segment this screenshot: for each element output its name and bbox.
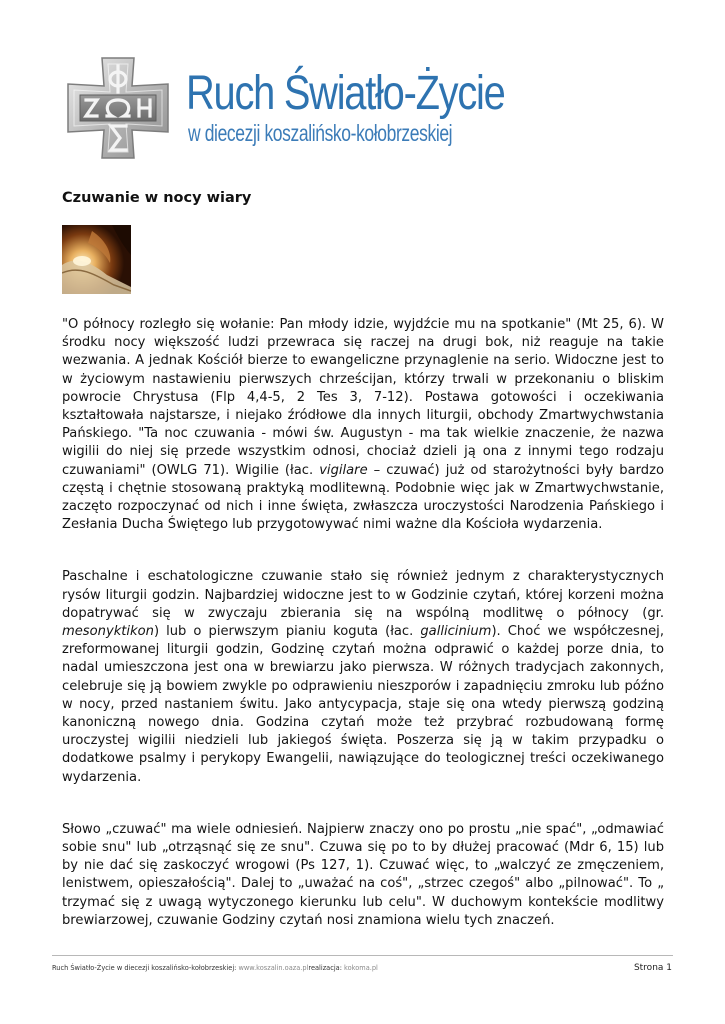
footer-realization-link[interactable]: kokoma.pl [344,964,378,972]
site-subtitle: w diecezji koszalińsko-kołobrzeskiej [188,120,453,146]
paragraph [62,821,664,930]
paragraph [62,316,664,534]
italic-term: vigilare [319,462,368,478]
footer-realization-label: realizacja: [308,964,342,972]
italic-term: mesonyktikon [62,624,154,640]
text-run: "O północy rozległo się wołanie: Pan młody idzie, wyjdźcie mu na spotkanie" (Mt 25, 6). W środku nocy większość ludzi przewraca się raczej na drugi bok, niż reaguje na takie wezwania. A jednak Kościół bierze to ewangeliczne przynaglenie na serio. Widoczne jest to w życiowym nastawieniu pierwszych chrześcijan, którzy trwali w przekonaniu o bliskim powrocie Chrystusa (Flp 4,4-5, 2 Tes 3, 7-12). Postawa gotowości i oczekiwania kształtowała najstarsze, i niejako źródłowe dla innych liturgii, obchody Zmartwychwstania Pańskiego. "Ta noc czuwania - mówi św. Augustyn - ma tak wielkie znaczenie, że nazwa wigilii do niej się przede wszystkim odnosi, chociaż dzieli ją ona z innymi tego rodzaju czuwaniami" (OWLG 71). Wigilie (łac. [62,317,664,478]
text-run: – czuwać) już od starożytności były bardzo częstą i chętnie stosowaną praktyką modlitewną. Podobnie więc jak w Zmartwychwstanie, zaczęto rozpoczynać od nich i inne święta, zwłaszcza uroczystości Narodzenia Pańskiego i Zesłania Ducha Świętego lub przygotowywać nimi ważne dla Kościoła wydarzenia. [62,462,664,533]
site-header [62,52,582,167]
italic-term: gallicinium [420,624,492,640]
page-number: Strona 1 [633,963,672,973]
text-run: Paschalne i eschatologiczne czuwanie stało się również jednym z charakterystycznych rysów liturgii godzin. Najbardziej widoczne jest to w Godzinie czytań, której korzeni można dopatrywać się w zwyczaju zbierania się na wspólną modlitwę o północy (gr. [62,569,664,621]
article-title: Czuwanie w nocy wiary [62,190,252,206]
text-run: ) lub o pierwszym pianiu koguta (łac. [153,624,421,640]
footer-divider [52,955,673,956]
text-run: Słowo „czuwać" ma wiele odniesień. Najpierw znaczy ono po prostu „nie spać", „odmawiać sobie snu" lub „otrząsnąć się ze snu". Czuwa się po to by dłużej pracować (Mdr 6, 15) lub by nie dać się zaskoczyć wrogowi (Ps 127, 1). Czuwać więc, to „walczyć ze zmęczeniem, lenistwem, opieszałością". Dalej to „uważać na coś", „strzec czegoś" albo „pilnować". To „ trzymać się z uwagą wytyczonego kierunku lub celu". W duchowym kontekście modlitwy brewiarzowej, czuwanie Godziny czytań nosi znamiona wielu tych znaczeń. [62,821,664,928]
article-thumbnail-image [62,225,131,294]
zoe-cross-logo-icon [62,52,174,164]
site-title: Ruch Światło-Życie [186,67,505,120]
paragraph [62,568,664,786]
footer-site-link[interactable]: www.koszalin.oaza.pl [238,964,309,972]
footer-site-name: Ruch Światło-Życie w diecezji koszalińsko-kołobrzeskiej: [52,964,237,972]
text-run: ). Choć we współczesnej, zreformowanej liturgii godzin, Godzinę czytań można odprawić o każdej porze dnia, to nadal umieszczona jest ona w brewiarzu jako pierwsza. W różnych tradycjach zakonnych, celebruje się ją bowiem zwykle po odprawieniu nieszporów i zapadnięciu zmroku lub późno w nocy, przed nastaniem świtu. Jako antycypacja, staje się ona wtedy pierwszą godziną kanoniczną nowego dnia. Godzina czytań może też przybrać rozbudowaną formę uroczystej wigilii niedzieli lub jakiegoś święta. Poszerza się ją w takim przypadku o dodatkowe psalmy i perykopy Ewangelii, nawiązujące do teologicznej treści oczekiwanego wydarzenia. [62,624,664,785]
footer-credits [52,964,378,972]
article-body [62,316,664,930]
